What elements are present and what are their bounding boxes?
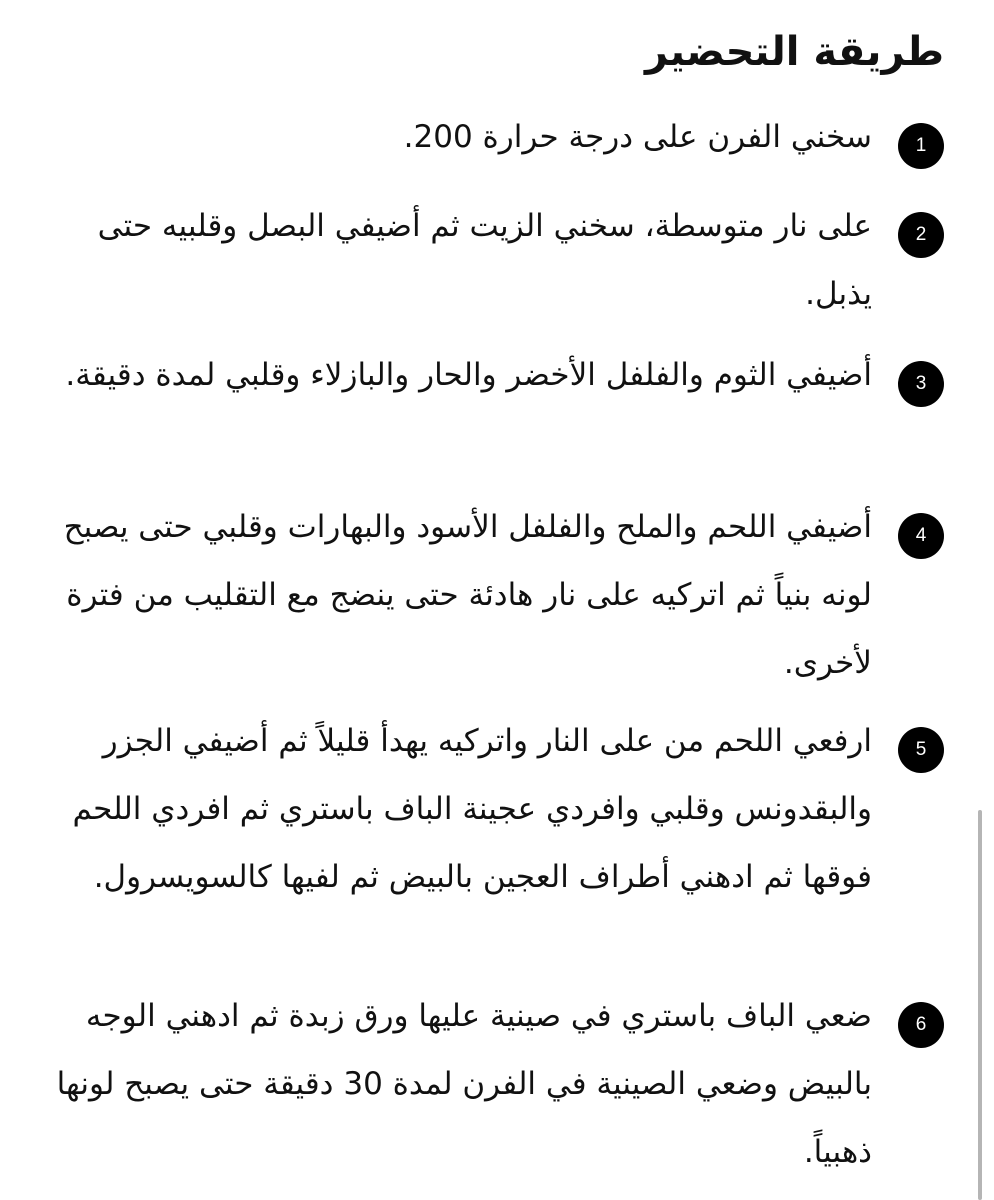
step-text: ارفعي اللحم من على النار واتركيه يهدأ قليلاً ثم أضيفي الجزر والبقدونس وقلبي وافردي عجينة الباف باستري ثم افردي اللحم فوقها ثم ادهني أطراف العجين بالبيض ثم لفيها كالسويسرول. — [72, 723, 872, 895]
step-text: أضيفي الثوم والفلفل الأخضر والحار والبازلاء وقلبي لمدة دقيقة. — [65, 357, 872, 393]
step-text: ضعي الباف باستري في صينية عليها ورق زبدة ثم ادهني الوجه بالبيض وضعي الصينية في الفرن لمدة 30 دقيقة حتى يصبح لونها ذهبياً. — [56, 998, 872, 1170]
step-number-badge: 6 — [898, 1002, 944, 1048]
step-text: سخني الفرن على درجة حرارة 200. — [403, 119, 872, 155]
step-number-badge: 4 — [898, 513, 944, 559]
step-number-badge: 5 — [898, 727, 944, 773]
scrollbar[interactable] — [978, 810, 982, 1200]
step-number-badge: 1 — [898, 123, 944, 169]
step-number-badge: 2 — [898, 212, 944, 258]
step-number-badge: 3 — [898, 361, 944, 407]
section-title: طريقة التحضير — [644, 29, 944, 75]
step-text: على نار متوسطة، سخني الزيت ثم أضيفي البصل وقلبيه حتى يذبل. — [97, 208, 872, 312]
step-text: أضيفي اللحم والملح والفلفل الأسود والبهارات وقلبي حتى يصبح لونه بنياً ثم اتركيه على نار هادئة حتى ينضج مع التقليب من فترة لأخرى. — [63, 509, 872, 681]
